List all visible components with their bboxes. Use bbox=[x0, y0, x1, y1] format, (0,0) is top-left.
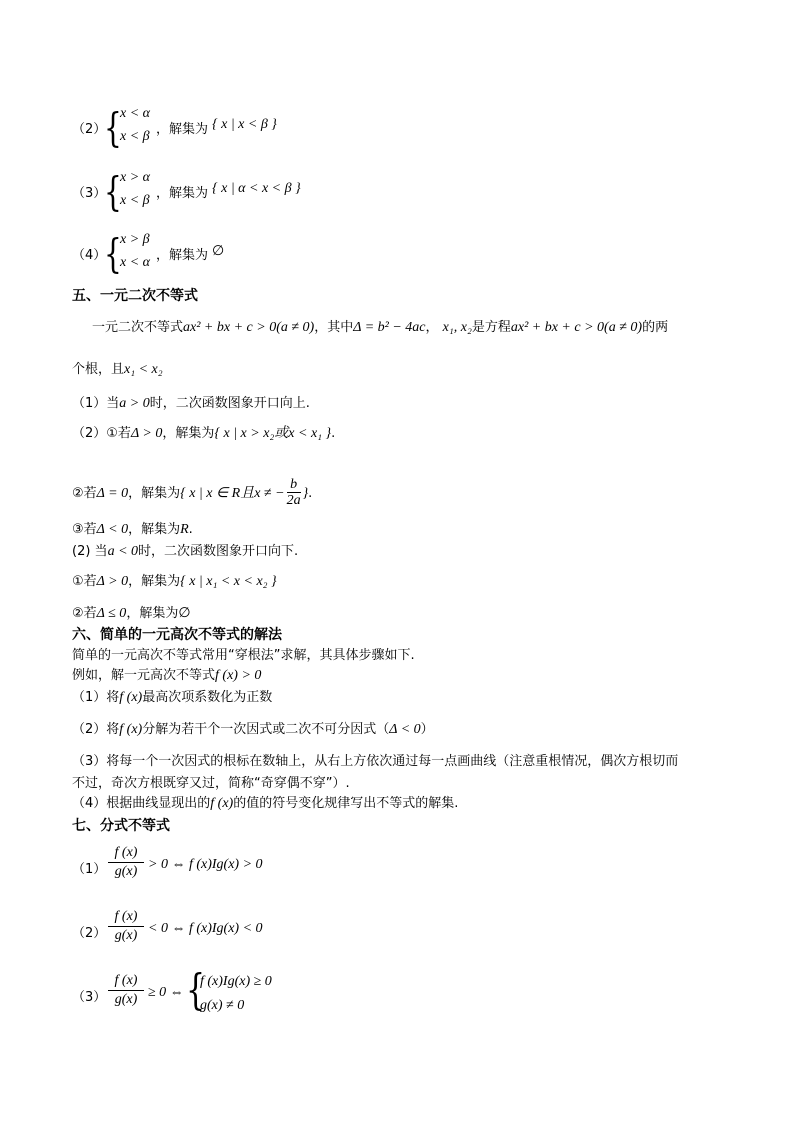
fraction-numerator: f (x) bbox=[114, 845, 138, 860]
case-2-tail: ，解集为 bbox=[156, 122, 209, 137]
text: （4）根据曲线显现出的 bbox=[72, 796, 211, 811]
section-7-heading: 七、分式不等式 bbox=[72, 818, 170, 834]
fraction-bar bbox=[108, 862, 144, 863]
solution-set: R bbox=[180, 522, 189, 537]
left-brace-icon: { bbox=[186, 966, 206, 1015]
text: 分解为若干个一次因式或二次不可分因式（ bbox=[142, 722, 390, 737]
section-6-step-1 bbox=[72, 690, 272, 706]
text: 时，二次函数图象开口向下. bbox=[138, 544, 299, 559]
equation-formula: ax² + bx + c > 0(a ≠ 0) bbox=[510, 320, 643, 335]
text: 例如，解一元高次不等式 bbox=[72, 668, 216, 683]
fraction bbox=[108, 845, 144, 880]
text: ，解集为 bbox=[128, 522, 181, 537]
case-3-number: （3） bbox=[72, 186, 107, 201]
system-line-1: f (x)Ӏg(x) ≥ 0 bbox=[200, 974, 272, 989]
fraction-denominator: 2a bbox=[286, 493, 301, 508]
text: ，解集为 bbox=[128, 486, 181, 501]
text: ②若 bbox=[72, 486, 97, 501]
section-6-heading: 六、简单的一元高次不等式的解法 bbox=[72, 627, 282, 643]
text: ②若 bbox=[72, 606, 97, 621]
item-number: （2） bbox=[72, 926, 107, 941]
section-6-example bbox=[72, 668, 261, 684]
period: . bbox=[188, 522, 193, 537]
fraction-numerator: f (x) bbox=[114, 973, 138, 988]
left-brace-icon: { bbox=[104, 104, 122, 152]
condition-formula: Δ = 0 bbox=[96, 486, 129, 501]
text: 个根，且 bbox=[72, 362, 125, 377]
case-2-line-2: x < β bbox=[120, 129, 150, 144]
case-3-line-2: x < β bbox=[120, 193, 150, 208]
fraction bbox=[108, 973, 144, 1008]
case-2-solution-set: { x | x < β } bbox=[212, 117, 277, 132]
text: ，解集为 bbox=[128, 574, 181, 589]
equivalence-formula: > 0 ⇔ f (x)Ӏg(x) > 0 bbox=[148, 857, 263, 872]
fraction-denominator: g(x) bbox=[114, 864, 138, 879]
fraction bbox=[108, 909, 144, 944]
period: . bbox=[331, 426, 336, 441]
intro-text: 一元二次不等式 bbox=[92, 320, 184, 335]
text: ①若 bbox=[72, 574, 97, 589]
discriminant-formula: Δ = b² − 4ac bbox=[353, 320, 426, 335]
text: 时，二次函数图象开口向上. bbox=[149, 396, 310, 411]
section-5-item-1 bbox=[72, 396, 310, 412]
case-2-number: （2） bbox=[72, 122, 107, 137]
function-formula: f (x) bbox=[210, 796, 234, 811]
function-formula: f (x) bbox=[119, 722, 143, 737]
section-6-intro: 简单的一元高次不等式常用“穿根法”求解，其具体步骤如下. bbox=[72, 648, 415, 663]
inequality-formula: ax² + bx + c > 0(a ≠ 0) bbox=[183, 320, 315, 335]
section-5-roots-line bbox=[72, 362, 163, 378]
solution-set: { x | x₁ < x < x₂ } bbox=[180, 574, 277, 589]
section-6-step-2 bbox=[72, 722, 434, 738]
solution-set-close: } bbox=[302, 486, 309, 501]
condition-formula: a > 0 bbox=[119, 396, 150, 411]
left-brace-icon: { bbox=[104, 230, 122, 278]
section-6-step-4 bbox=[72, 796, 458, 812]
section-5-item-5 bbox=[72, 544, 298, 560]
system-line-2: g(x) ≠ 0 bbox=[200, 998, 245, 1013]
condition-formula: Δ ≤ 0 bbox=[96, 606, 127, 621]
roots-formula: x₁, x₂ bbox=[442, 320, 472, 335]
condition-formula: a < 0 bbox=[107, 544, 139, 559]
fraction-denominator: g(x) bbox=[114, 928, 138, 943]
section-5-intro bbox=[92, 320, 668, 336]
left-brace-icon: { bbox=[104, 168, 122, 216]
case-3-tail: ，解集为 bbox=[156, 186, 209, 201]
section-5-item-6 bbox=[72, 574, 277, 590]
item-number: （1） bbox=[72, 862, 107, 877]
fraction-bar bbox=[108, 926, 144, 927]
case-4-line-1: x > β bbox=[120, 232, 150, 247]
section-6-step-3-line-2: 不过，奇次方根既穿又过，简称“奇穿偶不穿”）. bbox=[72, 776, 350, 791]
text: ③若 bbox=[72, 522, 97, 537]
intro-text: ， bbox=[425, 320, 439, 335]
case-4-number: （4） bbox=[72, 248, 107, 263]
text: ，解集为 bbox=[126, 606, 179, 621]
case-4-line-2: x < α bbox=[120, 255, 151, 270]
fraction-denominator: g(x) bbox=[114, 992, 138, 1007]
condition-formula: Δ < 0 bbox=[96, 522, 129, 537]
section-5-item-7 bbox=[72, 606, 191, 622]
case-2-line-1: x < α bbox=[120, 106, 151, 121]
solution-set: ∅ bbox=[178, 606, 191, 621]
case-4-tail: ，解集为 bbox=[156, 248, 209, 263]
solution-set: { x | x ∈ R且x ≠ − bbox=[180, 486, 285, 501]
discriminant-formula: Δ < 0 bbox=[389, 722, 421, 737]
section-5-item-4 bbox=[72, 522, 193, 538]
intro-text: 是方程 bbox=[471, 320, 511, 335]
intro-text: ，其中 bbox=[314, 320, 354, 335]
equivalence-formula: < 0 ⇔ f (x)Ӏg(x) < 0 bbox=[148, 921, 263, 936]
section-5-item-2 bbox=[72, 426, 335, 442]
period: . bbox=[308, 486, 313, 501]
case-4-solution-set: ∅ bbox=[212, 244, 225, 259]
text: （1）当 bbox=[72, 396, 120, 411]
text: (2) 当 bbox=[72, 544, 108, 559]
fraction-b-over-2a bbox=[287, 478, 301, 509]
condition-formula: Δ > 0 bbox=[96, 574, 129, 589]
solution-set: { x | x > x₂或x < x₁ } bbox=[214, 426, 332, 441]
fraction-bar bbox=[108, 990, 144, 991]
condition-formula: Δ > 0 bbox=[130, 426, 163, 441]
case-3-line-1: x > α bbox=[120, 170, 151, 185]
inequality-formula: f (x) > 0 bbox=[215, 668, 262, 683]
text: ，解集为 bbox=[162, 426, 215, 441]
roots-order-formula: x₁ < x₂ bbox=[124, 362, 163, 377]
item-number: （3） bbox=[72, 990, 107, 1005]
fraction-numerator: b bbox=[290, 477, 298, 492]
equivalence-formula: ≥ 0 ⇔ bbox=[148, 985, 184, 1000]
section-5-item-3 bbox=[72, 478, 312, 509]
section-5-heading: 五、一元二次不等式 bbox=[72, 288, 198, 304]
fraction-numerator: f (x) bbox=[114, 909, 138, 924]
text: （1）将 bbox=[72, 690, 120, 705]
text: ） bbox=[420, 722, 434, 737]
text: （2）将 bbox=[72, 722, 120, 737]
section-6-step-3-line-1: （3）将每一个一次因式的根标在数轴上，从右上方依次通过每一点画曲线（注意重根情况，偶次方根切而 bbox=[72, 754, 679, 769]
intro-text: 的两 bbox=[642, 320, 669, 335]
text: （2）①若 bbox=[72, 426, 131, 441]
text: 最高次项系数化为正数 bbox=[142, 690, 273, 705]
case-3-solution-set: { x | α < x < β } bbox=[212, 181, 301, 196]
function-formula: f (x) bbox=[119, 690, 143, 705]
text: 的值的符号变化规律写出不等式的解集. bbox=[233, 796, 459, 811]
